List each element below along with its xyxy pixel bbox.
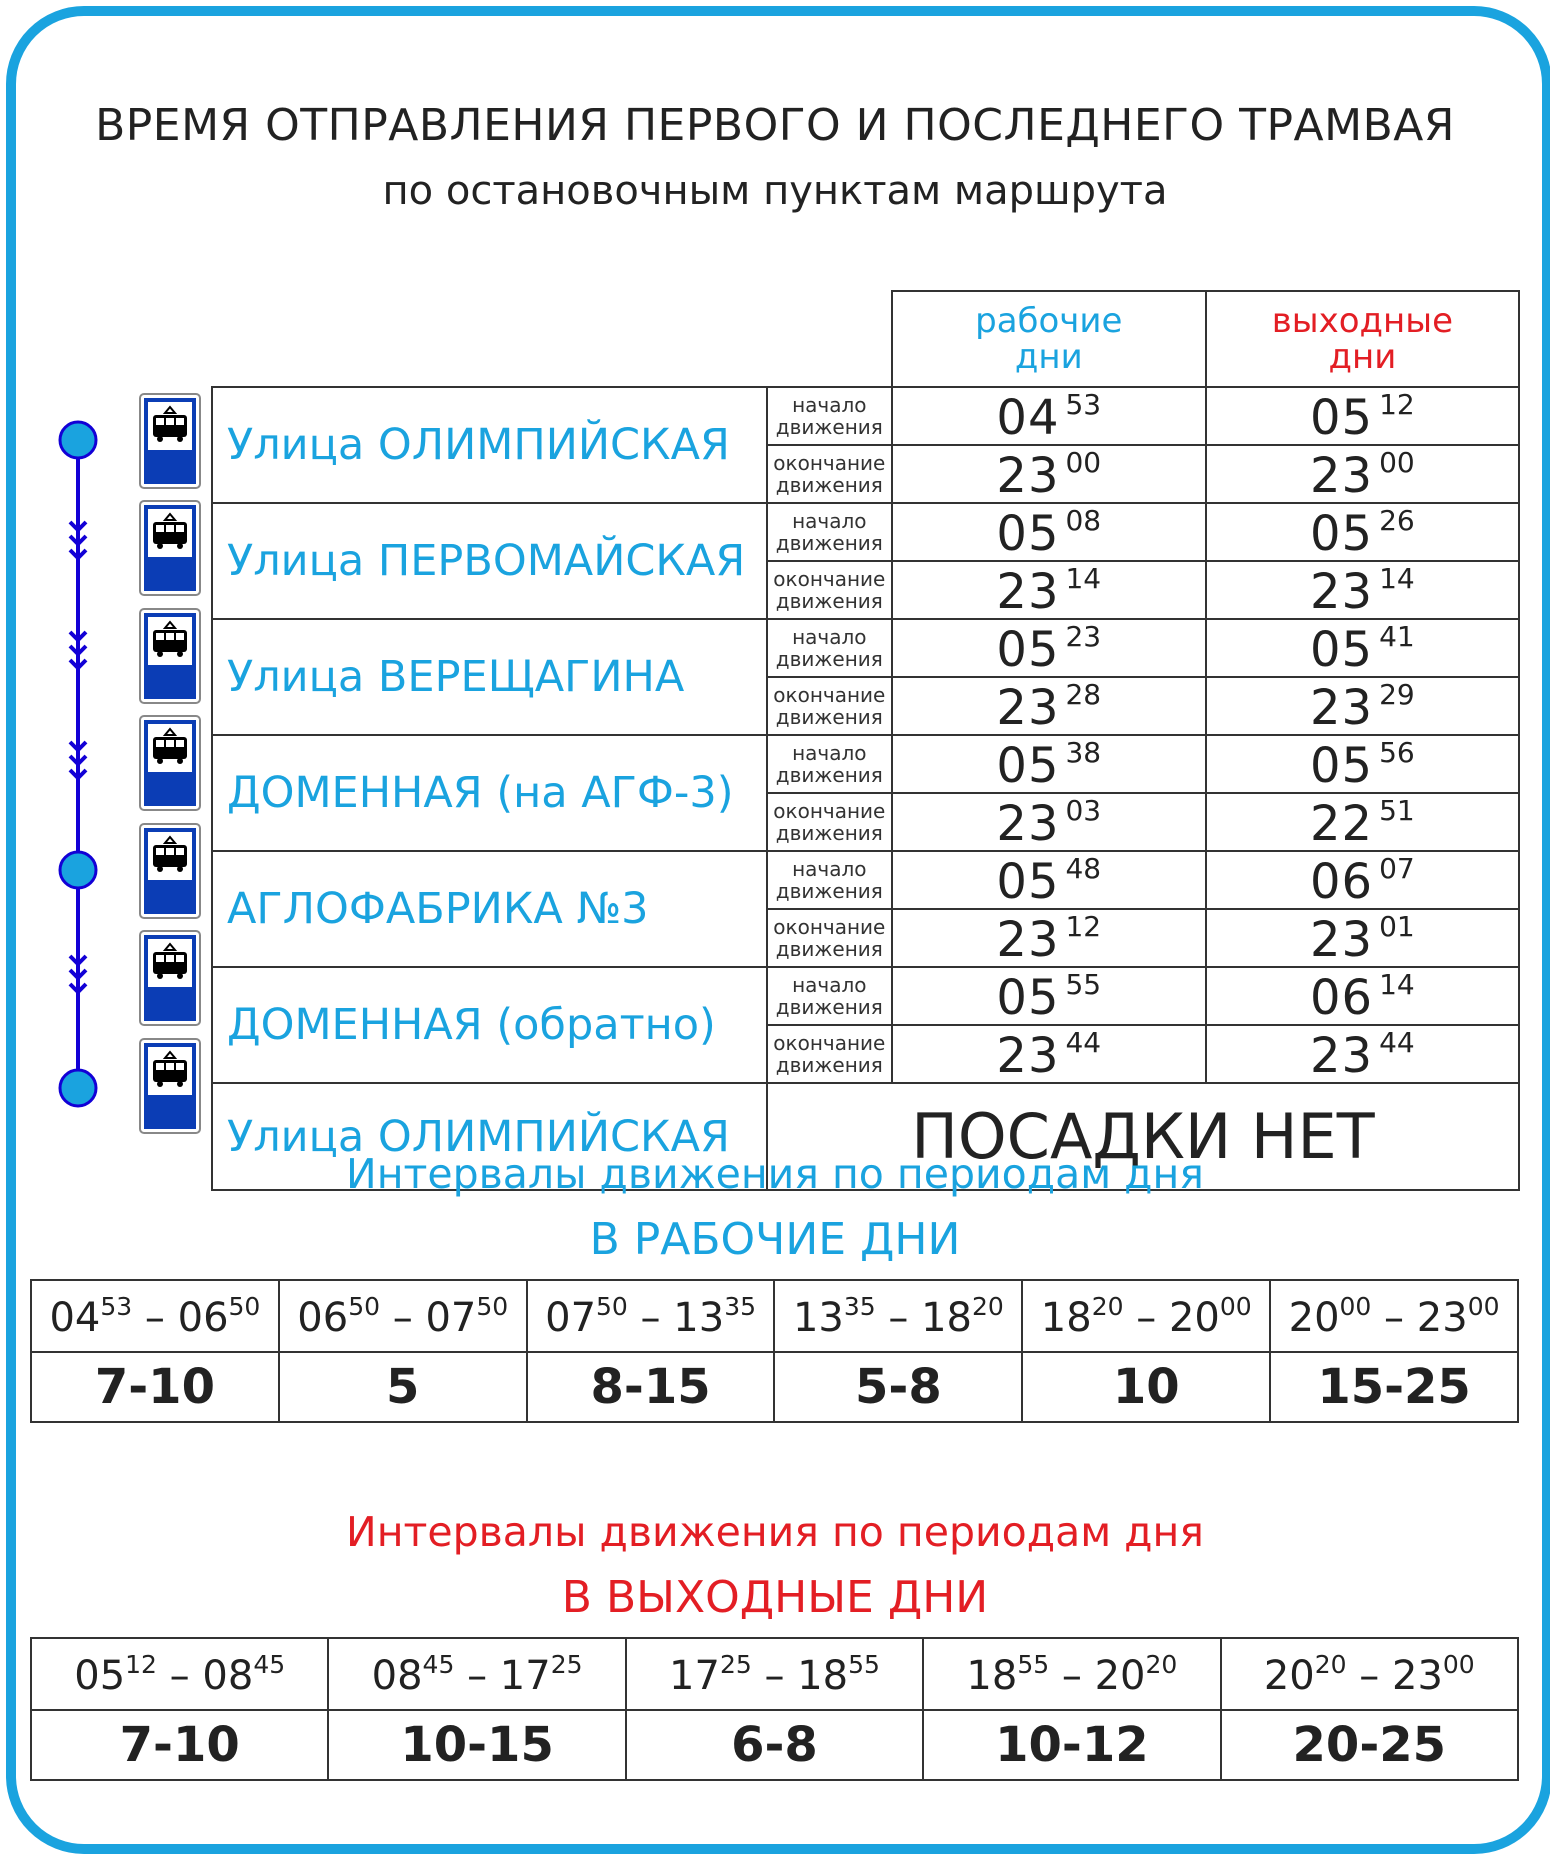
label-end: окончание движения	[767, 1025, 892, 1083]
time-minutes: 23	[1065, 620, 1102, 653]
workday-start-time	[892, 967, 1206, 1025]
time-minutes: 41	[1379, 620, 1415, 653]
workday-end-time	[892, 793, 1206, 851]
time-hours: 23	[996, 680, 1060, 736]
stop-name: Улица ОЛИМПИЙСКАЯ	[212, 387, 767, 503]
header-workdays: рабочие дни	[892, 291, 1206, 387]
period-cell: $20^{00} - 23^{00}$	[1270, 1280, 1518, 1352]
table-row	[212, 387, 1519, 445]
weekend-end-time	[1206, 909, 1519, 967]
interval-value: 6-8	[626, 1710, 923, 1780]
workday-intervals-table	[30, 1279, 1519, 1423]
table-row	[212, 503, 1519, 561]
time-hours: 05	[1310, 390, 1374, 446]
time-hours: 23	[1310, 564, 1374, 620]
period-cell: $17^{25} - 18^{55}$	[626, 1638, 923, 1710]
stop-name: Улица ВЕРЕЩАГИНА	[212, 619, 767, 735]
interval-value: 10-12	[923, 1710, 1220, 1780]
header-weekends: выходные дни	[1206, 291, 1519, 387]
period-cell: $05^{12} - 08^{45}$	[31, 1638, 328, 1710]
time-minutes: 08	[1065, 504, 1102, 537]
time-hours: 22	[1310, 796, 1374, 852]
label-start: начало движения	[767, 851, 892, 909]
stop-name: Улица ПЕРВОМАЙСКАЯ	[212, 503, 767, 619]
time-minutes: 00	[1065, 446, 1102, 479]
period-cell: $18^{55} - 20^{20}$	[923, 1638, 1220, 1710]
interval-value: 10	[1022, 1352, 1270, 1422]
workday-intervals-heading: Интервалы движения по периодам дня	[346, 1150, 1204, 1198]
time-hours: 23	[1310, 680, 1374, 736]
weekend-start-time	[1206, 967, 1519, 1025]
weekend-end-time	[1206, 677, 1519, 735]
period-cell: $06^{50} - 07^{50}$	[279, 1280, 527, 1352]
time-minutes: 00	[1379, 446, 1415, 479]
period-cell: $07^{50} - 13^{35}$	[527, 1280, 775, 1352]
workday-end-time	[892, 909, 1206, 967]
label-end: окончание движения	[767, 793, 892, 851]
weekend-end-time	[1206, 561, 1519, 619]
period-cell: $13^{35} - 18^{20}$	[774, 1280, 1022, 1352]
time-hours: 05	[996, 622, 1060, 678]
table-row	[212, 851, 1519, 909]
weekend-start-time	[1206, 851, 1519, 909]
interval-value: 5	[279, 1352, 527, 1422]
tram-stop-sign-icon	[139, 1038, 201, 1134]
station-dot	[60, 1070, 96, 1106]
time-hours: 23	[1310, 1028, 1374, 1084]
time-minutes: 29	[1379, 678, 1415, 711]
tram-stop-sign-icon	[139, 715, 201, 811]
interval-value: 7-10	[31, 1710, 328, 1780]
interval-value: 10-15	[328, 1710, 625, 1780]
workday-end-time	[892, 1025, 1206, 1083]
time-minutes: 55	[1065, 968, 1102, 1001]
time-minutes: 38	[1065, 736, 1102, 769]
no-boarding-label: ПОСАДКИ НЕТ	[767, 1083, 1519, 1190]
period-row	[31, 1638, 1518, 1710]
stop-name: ДОМЕННАЯ (обратно)	[212, 967, 767, 1083]
time-hours: 23	[996, 448, 1060, 504]
weekend-end-time	[1206, 793, 1519, 851]
weekend-intervals-table	[30, 1637, 1519, 1781]
label-end: окончание движения	[767, 561, 892, 619]
workday-start-time	[892, 619, 1206, 677]
weekend-start-time	[1206, 735, 1519, 793]
station-dot	[60, 422, 96, 458]
weekend-start-time	[1206, 387, 1519, 445]
time-minutes: 56	[1379, 736, 1415, 769]
time-hours: 23	[996, 1028, 1060, 1084]
table-row	[212, 735, 1519, 793]
time-minutes: 26	[1379, 504, 1415, 537]
time-hours: 23	[1310, 448, 1374, 504]
interval-row	[31, 1352, 1518, 1422]
time-minutes: 44	[1065, 1026, 1102, 1059]
time-hours: 23	[996, 564, 1060, 620]
time-minutes: 28	[1065, 678, 1102, 711]
workday-start-time	[892, 735, 1206, 793]
time-hours: 23	[996, 912, 1060, 968]
workday-end-time	[892, 445, 1206, 503]
label-end: окончание движения	[767, 677, 892, 735]
interval-value: 15-25	[1270, 1352, 1518, 1422]
workday-start-time	[892, 503, 1206, 561]
label-start: начало движения	[767, 967, 892, 1025]
workday-start-time	[892, 387, 1206, 445]
time-hours: 23	[1310, 912, 1374, 968]
label-start: начало движения	[767, 503, 892, 561]
label-start: начало движения	[767, 387, 892, 445]
period-cell: $20^{20} - 23^{00}$	[1221, 1638, 1518, 1710]
table-row	[212, 967, 1519, 1025]
interval-row	[31, 1710, 1518, 1780]
tram-stop-sign-icon	[139, 500, 201, 596]
period-row	[31, 1280, 1518, 1352]
table-row	[212, 619, 1519, 677]
weekend-intervals-heading: Интервалы движения по периодам дня	[346, 1508, 1204, 1556]
label-end: окончание движения	[767, 909, 892, 967]
interval-value: 8-15	[527, 1352, 775, 1422]
time-minutes: 03	[1065, 794, 1102, 827]
time-minutes: 14	[1065, 562, 1102, 595]
workday-end-time	[892, 677, 1206, 735]
tram-stop-sign-icon	[139, 393, 201, 489]
weekend-start-time	[1206, 503, 1519, 561]
weekend-end-time	[1206, 445, 1519, 503]
time-minutes: 12	[1065, 910, 1102, 943]
interval-value: 5-8	[774, 1352, 1022, 1422]
label-start: начало движения	[767, 735, 892, 793]
tram-stop-sign-icon	[139, 823, 201, 919]
time-minutes: 12	[1379, 388, 1415, 421]
time-minutes: 53	[1065, 388, 1102, 421]
workday-end-time	[892, 561, 1206, 619]
time-minutes: 44	[1379, 1026, 1415, 1059]
period-cell: $08^{45} - 17^{25}$	[328, 1638, 625, 1710]
weekend-intervals-subheading: В ВЫХОДНЫЕ ДНИ	[561, 1572, 989, 1623]
time-hours: 05	[996, 854, 1060, 910]
time-hours: 05	[996, 738, 1060, 794]
weekend-start-time	[1206, 619, 1519, 677]
time-hours: 05	[996, 506, 1060, 562]
time-hours: 05	[1310, 506, 1374, 562]
tram-stop-sign-icon	[139, 608, 201, 704]
time-minutes: 01	[1379, 910, 1415, 943]
time-hours: 04	[996, 390, 1060, 446]
time-minutes: 14	[1379, 562, 1415, 595]
interval-value: 7-10	[31, 1352, 279, 1422]
workday-intervals-subheading: В РАБОЧИЕ ДНИ	[589, 1214, 961, 1265]
time-minutes: 14	[1379, 968, 1415, 1001]
station-dot	[60, 852, 96, 888]
page-subtitle: по остановочным пунктам маршрута	[382, 168, 1168, 214]
weekend-end-time	[1206, 1025, 1519, 1083]
time-hours: 06	[1310, 970, 1374, 1026]
period-cell: $18^{20} - 20^{00}$	[1022, 1280, 1270, 1352]
time-minutes: 07	[1379, 852, 1415, 885]
stop-name: ДОМЕННАЯ (на АГФ-3)	[212, 735, 767, 851]
label-start: начало движения	[767, 619, 892, 677]
label-end: окончание движения	[767, 445, 892, 503]
workday-start-time	[892, 851, 1206, 909]
period-cell: $04^{53} - 06^{50}$	[31, 1280, 279, 1352]
time-hours: 05	[1310, 738, 1374, 794]
route-timetable	[211, 290, 1520, 1191]
time-minutes: 51	[1379, 794, 1415, 827]
stop-name: АГЛОФАБРИКА №3	[212, 851, 767, 967]
time-minutes: 48	[1065, 852, 1102, 885]
stop-name: Улица ОЛИМПИЙСКАЯ	[212, 1083, 767, 1190]
interval-value: 20-25	[1221, 1710, 1518, 1780]
page-title: ВРЕМЯ ОТПРАВЛЕНИЯ ПЕРВОГО И ПОСЛЕДНЕГО ТРАМВАЯ	[95, 100, 1455, 151]
time-hours: 05	[1310, 622, 1374, 678]
time-hours: 06	[1310, 854, 1374, 910]
time-hours: 05	[996, 970, 1060, 1026]
tram-stop-sign-icon	[139, 930, 201, 1026]
time-hours: 23	[996, 796, 1060, 852]
